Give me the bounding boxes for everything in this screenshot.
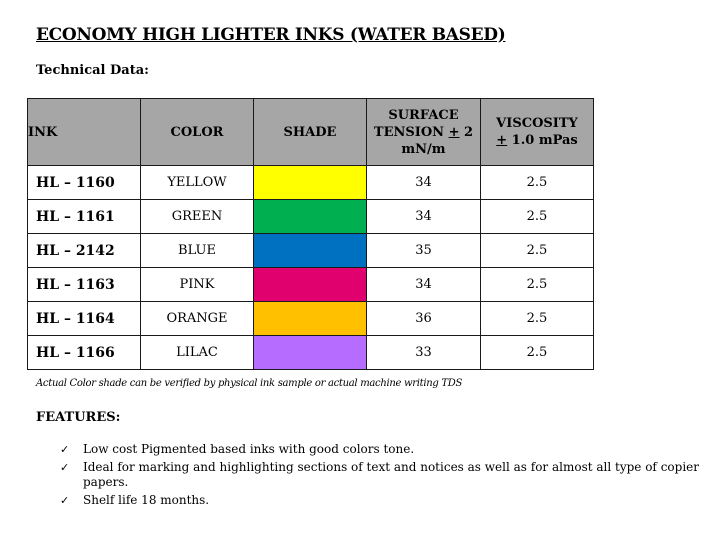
- header-color: COLOR: [141, 99, 254, 166]
- header-surface-tension-line2-prefix: TENSION: [373, 124, 449, 140]
- shade-swatch-orange: [254, 302, 367, 336]
- list-item: [58, 460, 708, 490]
- table-row: [28, 200, 594, 234]
- color-name-cell: BLUE: [141, 234, 254, 268]
- ink-code-cell: HL – 1163: [28, 268, 141, 302]
- ink-code-cell: HL – 2142: [28, 234, 141, 268]
- shade-swatch-green: [254, 200, 367, 234]
- table-row: [28, 234, 594, 268]
- viscosity-cell: 2.5: [481, 302, 594, 336]
- table-row: [28, 268, 594, 302]
- surface-tension-cell: 34: [367, 166, 481, 200]
- header-surface-tension: [367, 99, 481, 166]
- check-mark-icon: ✓: [60, 443, 70, 456]
- header-viscosity-plusminus: +: [496, 133, 508, 148]
- ink-code-cell: HL – 1166: [28, 336, 141, 370]
- technical-data-table: [27, 98, 594, 370]
- table-row: [28, 302, 594, 336]
- header-viscosity-line2-suffix: 1.0 mPas: [507, 133, 578, 148]
- color-name-cell: GREEN: [141, 200, 254, 234]
- table-header-row: [28, 99, 594, 166]
- check-mark-icon: ✓: [60, 494, 70, 507]
- list-item: [58, 442, 708, 457]
- color-shade-note: Actual Color shade can be verified by physical ink sample or actual machine writing TDS: [36, 378, 463, 389]
- shade-swatch-lilac: [254, 336, 367, 370]
- shade-swatch-pink: [254, 268, 367, 302]
- ink-code-cell: HL – 1160: [28, 166, 141, 200]
- ink-code-cell: HL – 1161: [28, 200, 141, 234]
- list-item: [58, 493, 708, 508]
- header-shade: SHADE: [254, 99, 367, 166]
- color-name-cell: ORANGE: [141, 302, 254, 336]
- surface-tension-cell: 33: [367, 336, 481, 370]
- surface-tension-cell: 34: [367, 268, 481, 302]
- header-surface-tension-line2-suffix: 2: [459, 124, 474, 140]
- viscosity-cell: 2.5: [481, 166, 594, 200]
- surface-tension-cell: 35: [367, 234, 481, 268]
- feature-text: Shelf life 18 months.: [83, 493, 210, 507]
- ink-code-cell: HL – 1164: [28, 302, 141, 336]
- shade-swatch-blue: [254, 234, 367, 268]
- color-name-cell: LILAC: [141, 336, 254, 370]
- header-ink: INK: [28, 99, 141, 166]
- viscosity-cell: 2.5: [481, 268, 594, 302]
- features-heading: FEATURES:: [36, 410, 121, 425]
- features-list: [58, 442, 708, 511]
- viscosity-cell: 2.5: [481, 200, 594, 234]
- viscosity-cell: 2.5: [481, 336, 594, 370]
- color-name-cell: PINK: [141, 268, 254, 302]
- feature-text: Low cost Pigmented based inks with good colors tone.: [83, 442, 415, 456]
- surface-tension-cell: 34: [367, 200, 481, 234]
- viscosity-cell: 2.5: [481, 234, 594, 268]
- table-row: [28, 166, 594, 200]
- technical-data-heading: Technical Data:: [36, 63, 149, 78]
- header-viscosity-line1: VISCOSITY: [496, 116, 578, 131]
- color-name-cell: YELLOW: [141, 166, 254, 200]
- document-title: ECONOMY HIGH LIGHTER INKS (WATER BASED): [36, 25, 506, 45]
- surface-tension-cell: 36: [367, 302, 481, 336]
- table-row: [28, 336, 594, 370]
- header-viscosity: [481, 99, 594, 166]
- shade-swatch-yellow: [254, 166, 367, 200]
- header-surface-tension-line1: SURFACE: [388, 107, 459, 123]
- check-mark-icon: ✓: [60, 461, 70, 474]
- header-surface-tension-line3: mN/m: [401, 141, 446, 157]
- header-surface-tension-plusminus: +: [448, 124, 460, 140]
- feature-text: Ideal for marking and highlighting sections of text and notices as well as for almost all type of copier papers.: [83, 460, 699, 489]
